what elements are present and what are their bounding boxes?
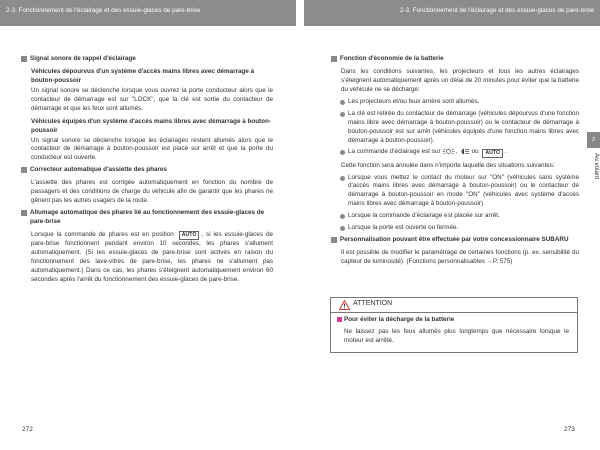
auto-symbol-icon: AUTO <box>179 231 200 240</box>
square-bullet-icon <box>21 210 27 216</box>
list-item <box>331 110 579 146</box>
section-head-text: Correcteur automatique d'assiette des phares <box>30 166 167 174</box>
header-title-left: 2-3. Fonctionnement de l'éclairage et des essuie-glaces de pare-brise <box>6 7 201 14</box>
attention-title: ATTENTION <box>353 300 393 307</box>
bullet-dot-icon <box>340 112 345 117</box>
square-bullet-icon <box>337 317 342 322</box>
section-head-auto-wiper <box>21 209 273 227</box>
list-item-text: Lorsque la porte est ouverte ou fermée. <box>348 224 459 232</box>
list-item-text: ou <box>471 148 479 156</box>
para-text: Lorsque la commande de phares est en position <box>31 230 174 238</box>
list-item <box>331 174 579 210</box>
bullet-dot-icon <box>340 214 345 219</box>
attention-body <box>331 313 577 352</box>
attention-head-text: Pour éviter la décharge de la batterie <box>344 316 455 323</box>
list-item-text: , <box>455 148 458 156</box>
list-item-text: La commande d'éclairage est sur <box>348 148 441 156</box>
list-item-text: . <box>504 148 507 156</box>
list-item <box>331 212 579 221</box>
chapter-tab: 2 <box>587 132 600 148</box>
header-title-right: 2-3. Fonctionnement de l'éclairage et des essuie-glaces de pare-brise <box>400 7 595 14</box>
section-head-battery <box>331 55 579 64</box>
bullet-dot-icon <box>340 226 345 231</box>
header-bar-left <box>0 0 296 26</box>
list-item-text: La clé est retirée du contacteur de démarrage (véhicules dépourvus d'une fonction mains libre avec démarrage à bouton-poussoir) ou le contacteur de démarrage à bouton-poussoir est sur arrêt (véhicules équipés d'une fonction mains libres avec démarrage à bouton-poussoir). <box>348 109 579 144</box>
square-bullet-icon <box>21 167 27 173</box>
headlight-icon <box>459 148 470 155</box>
section-head-customization <box>331 236 579 245</box>
attention-head <box>337 316 569 325</box>
para-auto-wiper <box>21 231 273 285</box>
subhead-keyless: Véhicules équipés d'un système d'accès mains libres avec démarrage à bouton-poussoir <box>31 117 271 134</box>
para-text: , si les essuie-glaces de pare-brise fonctionnent pendant environ 10 secondes, les phares s'allument automatiquement. (Si les essuie-glaces de pare-brise sont activés en raison du fonctionnement des lave-vitres de pare-brise, les phares ne s'allument pas automatiquement.) Dans ce cas, les phares s'éteignent automatiquement environ 60 secondes après l'arrêt du fonctionnement des essuie-glaces de pare-brise. <box>31 230 273 283</box>
section-head-text: Fonction d'économie de la batterie <box>340 55 444 62</box>
list-item <box>331 224 579 233</box>
square-bullet-icon <box>331 56 337 62</box>
header-bar-right <box>304 0 600 26</box>
chapter-label: Au volant <box>593 153 600 180</box>
list-item <box>331 98 579 107</box>
section-head-text: Signal sonore de rappel d'éclairage <box>30 55 136 62</box>
para-no-keyless: Un signal sonore se déclenche lorsque vous ouvrez la porte conducteur alors que le contacteur de démarrage est sur "LOCK", que la clé est sortie du contacteur de démarrage et que les feux sont allumés. <box>31 86 273 112</box>
bullet-dot-icon <box>340 100 345 105</box>
warning-triangle-icon <box>339 300 350 310</box>
list-item <box>331 148 579 157</box>
section-head-leveling <box>21 166 273 175</box>
list-item-text: Les projecteurs et/ou feux arrière sont allumés. <box>348 97 480 105</box>
auto-symbol-icon: AUTO <box>482 149 503 158</box>
para-cancel: Cette fonction sera annulée dans n'importe laquelle des situations suivantes: <box>341 161 555 169</box>
para-keyless: Un signal sonore se déclenche lorsque les éclairages restent allumés alors que le contacteur de démarrage à bouton-poussoir est placé sur arrêt et que la porte du conducteur est ouverte. <box>31 136 273 162</box>
attention-box <box>330 297 578 353</box>
section-head-text: Allumage automatique des phares lié au fonctionnement des essuie-glaces de pare-brise <box>30 209 265 225</box>
list-item-text: Lorsque vous mettez le contact du moteur sur "ON" (véhicules sans système d'accès mains libres avec démarrage à bouton-poussoir) ou le contacteur de démarrage à bouton-poussoir en mode "ON" (véhicules avec système d'accès mains libres avec démarrage à bouton-poussoir) <box>348 173 579 208</box>
para-battery: Dans les conditions suivantes, les projecteurs et tous les autres éclairages s'éteignent automatiquement après un délai de 20 minutes pour éviter que la batterie du véhicule ne se décharge: <box>341 67 579 93</box>
tail-light-icon <box>442 148 458 156</box>
para-customization: Il est possible de modifier le paramétrage de certaines fonctions (p. ex. sensibilité du capteur de luminosité). (Fonctions personnalisables →P. 575) <box>341 249 579 266</box>
attention-title-bar <box>331 298 577 313</box>
attention-text: Ne laissez pas les feux allumés plus longtemps que nécessaire lorsque le moteur est arrêté. <box>344 327 569 344</box>
bullet-dot-icon <box>340 150 345 155</box>
subhead-no-keyless: Véhicules dépourvus d'un système d'accès mains libres avec démarrage à bouton-poussoir <box>31 67 255 84</box>
page-number-left: 272 <box>22 426 33 433</box>
square-bullet-icon <box>21 56 27 62</box>
square-bullet-icon <box>331 237 337 243</box>
list-item-text: Lorsque la commande d'éclairage est placée sur arrêt. <box>348 212 500 220</box>
para-leveling: L'assiette des phares est corrigée automatiquement en fonction du nombre de passagers et des conditions de charge du véhicule afin de garantir que les phares ne gênent pas les autres usagers de la route. <box>31 179 273 205</box>
bullet-dot-icon <box>340 176 345 181</box>
page-number-right: 273 <box>564 426 575 433</box>
left-column <box>21 52 273 285</box>
section-head-reminder <box>21 55 273 64</box>
section-head-text: Personnalisation pouvant être effectuée par votre concessionnaire SUBARU <box>340 236 569 244</box>
right-column <box>331 52 579 267</box>
